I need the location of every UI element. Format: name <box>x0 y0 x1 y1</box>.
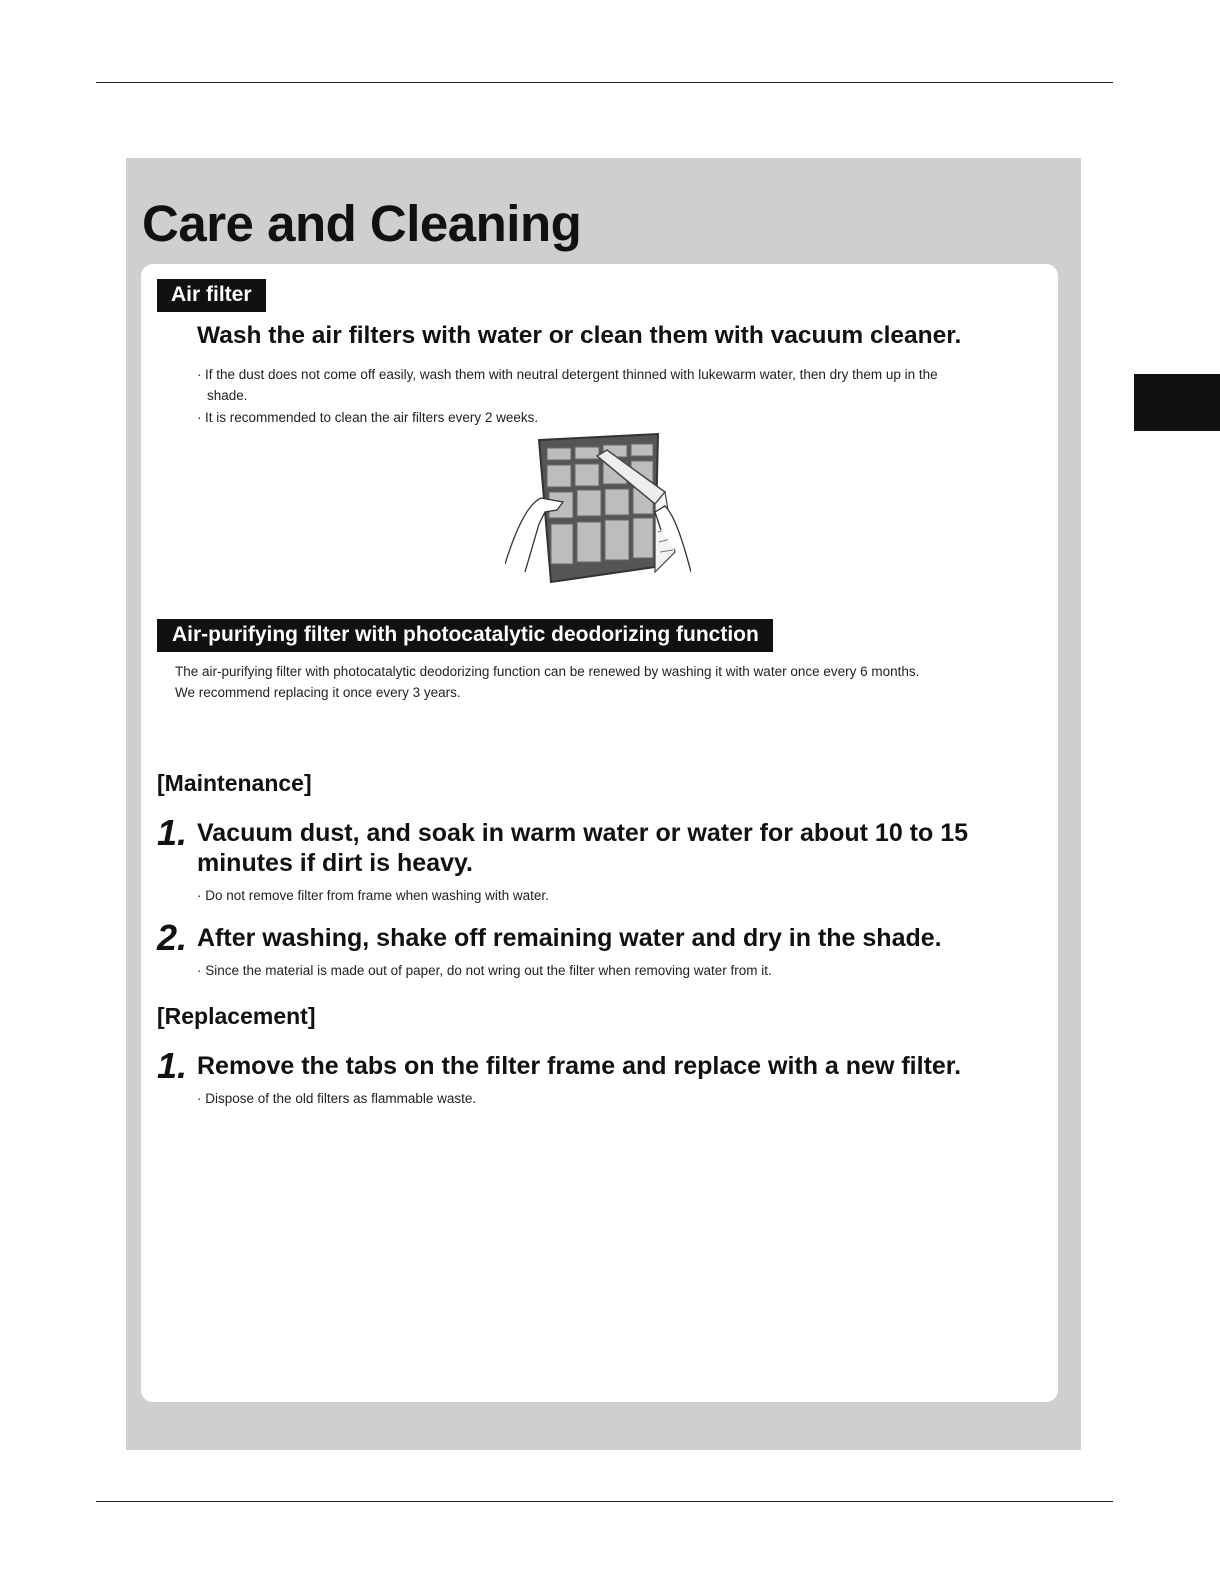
air-filter-note-2: · It is recommended to clean the air filters every 2 weeks. <box>197 407 538 428</box>
section-tab-marker <box>1134 374 1220 431</box>
step-note: · Dispose of the old filters as flammable waste. <box>197 1091 477 1106</box>
bullet: · <box>197 888 202 903</box>
air-filter-heading: Wash the air filters with water or clean them with vacuum cleaner. <box>197 322 962 349</box>
bullet: · <box>197 410 202 425</box>
purifying-filter-text: The air-purifying filter with photocatalytic deodorizing function can be renewed by washing it with water once every 6 months. We recommend replacing it once every 3 years. <box>175 664 920 700</box>
replacement-heading: [Replacement] <box>157 1003 316 1029</box>
hands-holding-filter-icon <box>505 432 691 594</box>
maintenance-heading: [Maintenance] <box>157 770 312 796</box>
replacement-step-1 <box>157 1045 1037 1106</box>
step-number: 1. <box>157 812 188 853</box>
step-title: After washing, shake off remaining water and dry in the shade. <box>197 924 942 952</box>
step-number: 2. <box>157 917 188 958</box>
bullet: · <box>197 963 202 978</box>
maintenance-step-2 <box>157 917 1037 978</box>
air-filter-note-1: · If the dust does not come off easily, wash them with neutral detergent thinned with lukewarm water, then dry them up in the shade. <box>197 364 1027 406</box>
page-title: Care and Cleaning <box>142 195 582 252</box>
bullet: · <box>197 1091 202 1106</box>
header-rule <box>96 82 1113 83</box>
step-note: · Do not remove filter from frame when washing with water. <box>197 888 549 903</box>
content-card <box>141 264 1058 1402</box>
bullet: · <box>197 367 202 382</box>
purifying-filter-badge: Air-purifying filter with photocatalytic deodorizing function <box>157 619 773 652</box>
step-title: Vacuum dust, and soak in warm water or water for about 10 to 15 minutes if dirt is heavy. <box>197 819 969 877</box>
step-title: Remove the tabs on the filter frame and replace with a new filter. <box>197 1052 962 1080</box>
step-note: · Since the material is made out of paper, do not wring out the filter when removing water from it. <box>197 963 772 978</box>
footer-rule <box>96 1501 1113 1502</box>
content-panel <box>126 158 1081 1450</box>
step-number: 1. <box>157 1045 188 1086</box>
air-filter-badge: Air filter <box>157 279 266 312</box>
maintenance-step-1 <box>157 812 1037 903</box>
